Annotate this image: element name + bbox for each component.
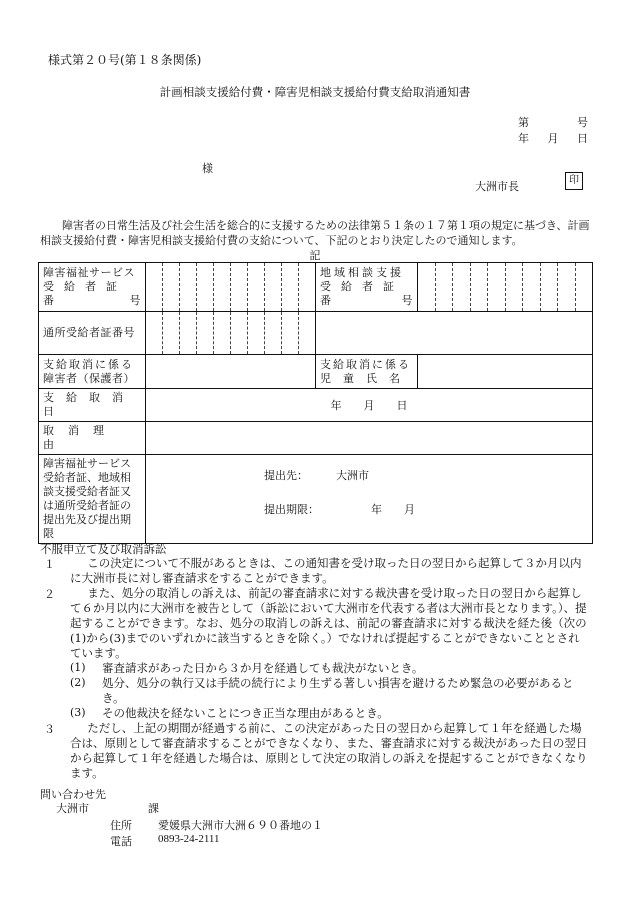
table-row bbox=[39, 312, 593, 355]
deadline-label: 提出期限： bbox=[264, 503, 319, 516]
cancel-date-value[interactable]: 年 月 日 bbox=[146, 389, 593, 422]
cancel-reason-value[interactable] bbox=[146, 422, 593, 455]
dai-label: 第 bbox=[518, 116, 529, 129]
service-cert-label: 障害福祉サービス 受給者証 番 号 bbox=[39, 263, 146, 312]
appeal-title: 不服申立て及び取消訴訟 bbox=[40, 542, 167, 556]
item-number: １ bbox=[44, 558, 55, 571]
appeal-item-1: この決定について不服があるときは、この通知書を受け取った日の翌日から起算して３か月以内に大洲市長に対し審査請求をすることができます。 bbox=[70, 556, 582, 585]
contact-section: 課 bbox=[148, 802, 159, 815]
decision-table bbox=[38, 262, 593, 544]
table-row bbox=[39, 422, 593, 455]
dest-value: 大洲市 bbox=[336, 469, 369, 482]
appeal-sub-item-1: 審査請求があった日から３か月を経過しても裁決がないとき。 bbox=[102, 661, 424, 675]
sub-item-number: (1) bbox=[70, 661, 86, 674]
dest-label: 提出先： bbox=[264, 469, 308, 482]
submission-label: 障害福祉サービス受給者証、地域相談支援受給者証又は通所受給者証の提出先及び提出期限 bbox=[39, 455, 146, 544]
phone-label: 電話 bbox=[110, 835, 132, 848]
disabled-person-name[interactable] bbox=[146, 355, 316, 389]
table-row bbox=[39, 355, 593, 389]
blank-cell bbox=[316, 312, 593, 355]
daycare-cert-number[interactable] bbox=[146, 312, 316, 355]
ki-heading: 記 bbox=[309, 249, 321, 262]
community-cert-label: 地域相談支援 受給者証 番 号 bbox=[316, 263, 418, 312]
issuer: 大洲市長 bbox=[475, 180, 519, 193]
year-label: 年 bbox=[518, 132, 529, 145]
cancel-date-label: 支給取消日 bbox=[39, 389, 146, 422]
address-value: 愛媛県大洲市大洲６９０番地の１ bbox=[158, 819, 323, 832]
table-row bbox=[39, 263, 593, 312]
issue-date bbox=[518, 130, 588, 146]
intro-paragraph: 障害者の日常生活及び社会生活を総合的に支援するための法律第５１条の１７第１項の規定に基づき、計画相談支援給付費・障害児相談支援給付費の支給について、下記のとおり決定したので通知します。 bbox=[40, 219, 590, 247]
form-number: 様式第２０号(第１８条関係) bbox=[48, 53, 202, 67]
service-cert-number[interactable] bbox=[146, 263, 316, 312]
item-number: ３ bbox=[44, 723, 55, 736]
contact-title: 問い合わせ先 bbox=[40, 788, 106, 801]
sub-item-number: (3) bbox=[70, 706, 86, 719]
day-label: 日 bbox=[577, 132, 588, 145]
appeal-item-2: また、処分の取消しの訴えは、前記の審査請求に対する裁決書を受け取った日の翌日から起算して６か月以内に大洲市を被告として（訴訟において大洲市を代表する者は大洲市長となります。）、提起することができます。なお、処分の取消しの訴えは、前記の審査請求に対する裁決を経た後（次の(1)から(3)までのいずれかに該当するときを除く。）でなければ提起することができないこととされています。 bbox=[70, 586, 587, 660]
seal-mark: 印 bbox=[565, 172, 583, 190]
appeal-sub-item-2: 処分、処分の執行又は手続の続行により生ずる著しい損害を避けるため緊急の必要があるとき。 bbox=[102, 676, 574, 705]
phone-value: 0893-24-2111 bbox=[158, 833, 220, 845]
child-name[interactable] bbox=[418, 355, 593, 389]
contact-city: 大洲市 bbox=[56, 802, 89, 815]
child-name-label: 支給取消に係る 児童氏名 bbox=[316, 355, 418, 389]
go-label: 号 bbox=[577, 116, 588, 129]
cancel-reason-label: 取消理由 bbox=[39, 422, 146, 455]
appeal-item-3: ただし、上記の期間が経過する前に、この決定があった日の翌日から起算して１年を経過した場合は、原則として審査請求することができなくなり、また、審査請求に対する裁決があった日の翌日から起算して１年を経過した場合は、原則として決定の取消しの訴えを提起することができなくなります。 bbox=[70, 721, 588, 780]
deadline-value[interactable]: 年 月 bbox=[371, 503, 415, 516]
document-number bbox=[518, 114, 588, 130]
table-row bbox=[39, 455, 593, 544]
community-cert-number[interactable] bbox=[418, 263, 593, 312]
month-label: 月 bbox=[547, 132, 559, 145]
address-label: 住所 bbox=[110, 819, 132, 832]
document-title: 計画相談支援給付費・障害児相談支援給付費支給取消通知書 bbox=[159, 85, 471, 99]
table-row bbox=[39, 389, 593, 422]
addressee: 様 bbox=[202, 162, 213, 175]
sub-item-number: (2) bbox=[70, 676, 86, 689]
submission-info bbox=[146, 455, 593, 544]
disabled-person-label: 支給取消に係る 障害者（保護者） bbox=[39, 355, 146, 389]
appeal-sub-item-3: その他裁決を経ないことにつき正当な理由があるとき。 bbox=[102, 706, 389, 720]
item-number: ２ bbox=[44, 588, 55, 601]
daycare-cert-label: 通所受給者証番号 bbox=[39, 312, 146, 355]
